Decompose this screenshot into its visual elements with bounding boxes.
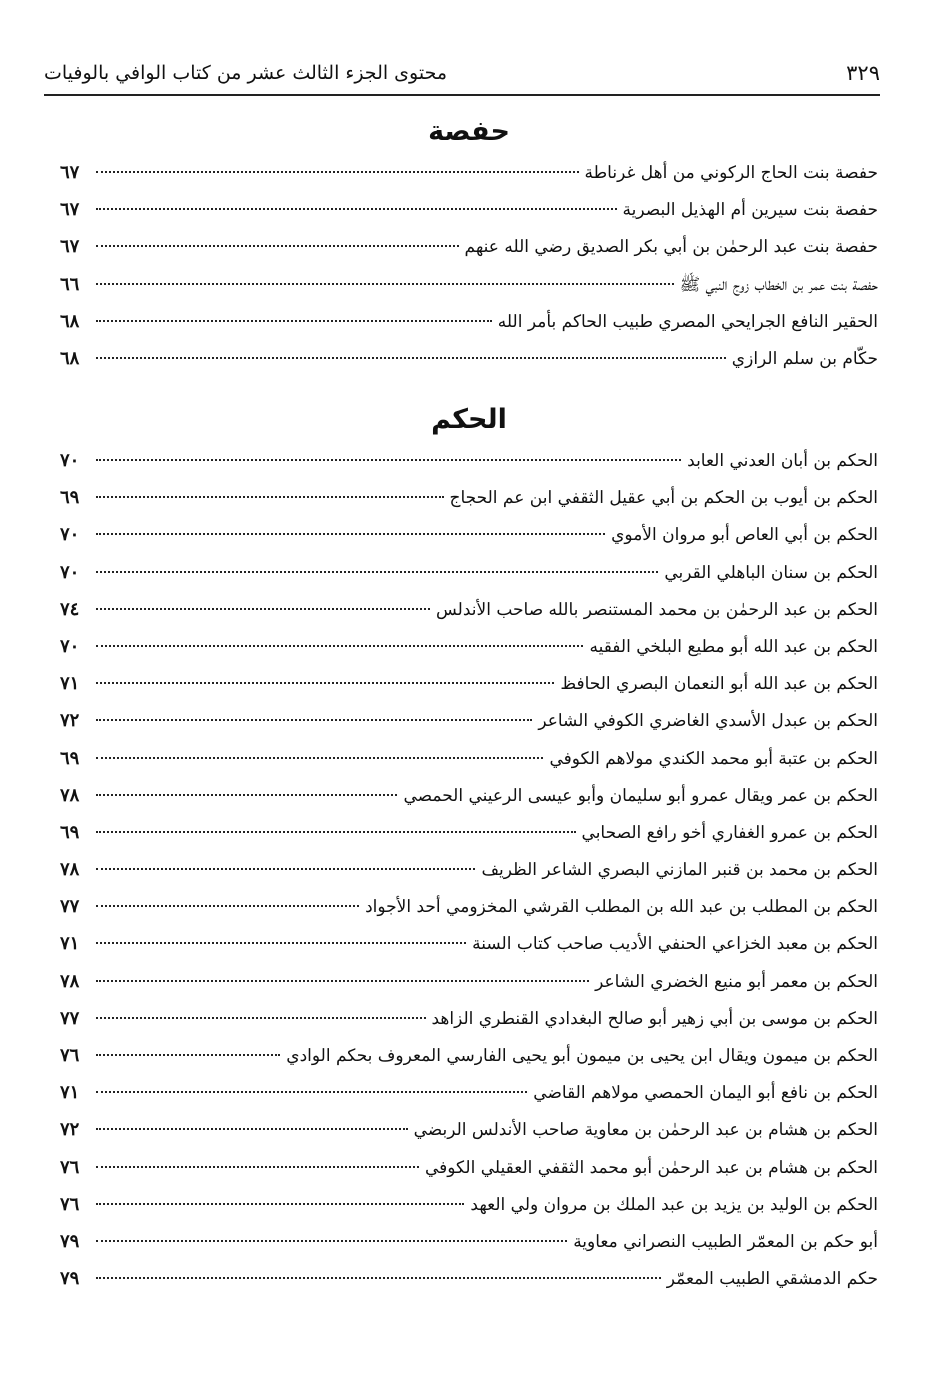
dot-leader xyxy=(96,1091,527,1093)
toc-entry xyxy=(60,554,878,591)
entry-name: الحقير النافع الجرايحي المصري طبيب الحاكم بأمر الله xyxy=(497,311,878,332)
toc-entry xyxy=(60,591,878,628)
entry-page-number: ٧١ xyxy=(60,933,80,955)
dot-leader xyxy=(96,794,397,796)
dot-leader xyxy=(96,1166,419,1168)
dot-leader xyxy=(96,757,543,759)
toc-entry xyxy=(60,814,878,851)
running-header-title: محتوى الجزء الثالث عشر من كتاب الوافي بالوفيات xyxy=(44,62,448,84)
entry-page-number: ٧٨ xyxy=(60,970,80,992)
toc-entry xyxy=(60,191,878,228)
dot-leader xyxy=(96,496,444,498)
dot-leader xyxy=(96,942,466,944)
entry-page-number: ٦٧ xyxy=(60,199,80,221)
toc-entry xyxy=(60,1260,878,1297)
dot-leader xyxy=(96,719,532,721)
entry-name: الحكم بن أيوب بن الحكم بن أبي عقيل الثقفي ابن عم الحجاج xyxy=(449,488,878,509)
entry-name: الحكم بن عبد الله أبو مطيع البلخي الفقيه xyxy=(589,636,878,657)
entry-page-number: ٧٠ xyxy=(60,561,80,583)
entry-page-number: ٧٤ xyxy=(60,598,80,620)
toc-entry xyxy=(60,702,878,739)
entry-name: الحكم بن هشام بن عبد الرحمٰن بن معاوية صاحب الأندلس الربضي xyxy=(413,1120,878,1141)
entry-page-number: ٧٢ xyxy=(60,710,80,732)
toc-entry xyxy=(60,516,878,553)
dot-leader xyxy=(96,1240,567,1242)
entry-page-number: ٧٦ xyxy=(60,1156,80,1178)
entry-list xyxy=(60,442,878,1297)
entry-name: الحكم بن الوليد بن يزيد بن عبد الملك بن مروان ولي العهد xyxy=(470,1194,878,1215)
dot-leader xyxy=(96,208,617,210)
entry-page-number: ٧٧ xyxy=(60,1007,80,1029)
dot-leader xyxy=(96,980,589,982)
dot-leader xyxy=(96,459,681,461)
toc-entry xyxy=(60,665,878,702)
entry-page-number: ٦٩ xyxy=(60,487,80,509)
entry-page-number: ٧٠ xyxy=(60,524,80,546)
entry-name: الحكم بن المطلب بن عبد الله بن المطلب القرشي المخزومي أحد الأجواد xyxy=(365,897,878,918)
entry-name: الحكم بن عمرو الغفاري أخو رافع الصحابي xyxy=(581,822,878,843)
dot-leader xyxy=(96,1054,280,1056)
entry-page-number: ٦٨ xyxy=(60,347,80,369)
toc-entry xyxy=(60,777,878,814)
section-title: حفصة xyxy=(428,116,510,147)
section-hafsa xyxy=(60,110,878,377)
entry-name: حفصة بنت الحاج الركوني من أهل غرناطة xyxy=(584,163,878,183)
toc-entry xyxy=(60,740,878,777)
entry-name: الحكم بن ميمون ويقال ابن يحيى بن ميمون أبو يحيى الفارسي المعروف بحكم الوادي xyxy=(286,1046,878,1066)
dot-leader xyxy=(96,1128,408,1130)
entry-page-number: ٧٧ xyxy=(60,896,80,918)
dot-leader xyxy=(96,245,459,247)
entry-page-number: ٦٨ xyxy=(60,310,80,332)
entry-page-number: ٧١ xyxy=(60,673,80,695)
dot-leader xyxy=(96,868,475,870)
dot-leader xyxy=(96,1017,426,1019)
entry-name: الحكم بن معبد الخزاعي الحنفي الأديب صاحب كتاب السنة xyxy=(472,934,878,955)
dot-leader xyxy=(96,283,674,285)
toc-entry xyxy=(60,1223,878,1260)
dot-leader xyxy=(96,171,579,173)
entry-name: الحكم بن معمر أبو منيع الخضري الشاعر xyxy=(595,971,878,992)
toc-entry xyxy=(60,154,878,191)
entry-page-number: ٧٠ xyxy=(60,450,80,471)
entry-page-number: ٧١ xyxy=(60,1082,80,1104)
entry-name: الحكم بن أبي العاص أبو مروان الأموي xyxy=(611,525,878,546)
toc-entry xyxy=(60,266,878,303)
entry-name: حفصة بنت عمر بن الخطاب زوج النبي ﷺ xyxy=(679,274,878,295)
section-title: الحكم xyxy=(431,404,507,435)
dot-leader xyxy=(96,533,605,535)
entry-name: الحكم بن أبان العدني العابد xyxy=(687,451,878,471)
entry-name: الحكم بن سنان الباهلي القربي xyxy=(664,562,878,583)
entry-name: الحكم بن عبد الرحمٰن بن محمد المستنصر بالله صاحب الأندلس xyxy=(436,599,878,620)
toc-entry xyxy=(60,963,878,1000)
running-header xyxy=(44,52,880,96)
toc-entry xyxy=(60,925,878,962)
entry-name: الحكم بن محمد بن قنبر المازني البصري الشاعر الظريف xyxy=(481,860,878,881)
toc-entry xyxy=(60,303,878,340)
toc-entry xyxy=(60,479,878,516)
entry-name: الحكم بن عمر ويقال عمرو أبو سليمان وأبو عيسى الرعيني الحمصي xyxy=(403,785,878,806)
entry-page-number: ٦٩ xyxy=(60,821,80,843)
toc-entry xyxy=(60,228,878,265)
dot-leader xyxy=(96,905,359,907)
entry-name: الحكم بن موسى بن أبي زهير أبو صالح البغدادي القنطري الزاهد xyxy=(431,1008,878,1029)
page-number: ٣٢٩ xyxy=(846,61,880,85)
entry-name: حكّام بن سلم الرازي xyxy=(731,348,878,369)
toc-entry xyxy=(60,1149,878,1186)
dot-leader xyxy=(96,1203,464,1205)
entry-list xyxy=(60,154,878,377)
entry-name: الحكم بن عبدل الأسدي الغاضري الكوفي الشاعر xyxy=(538,711,878,732)
section-alhakam xyxy=(60,398,878,1297)
toc-entry xyxy=(60,888,878,925)
entry-name: الحكم بن هشام بن عبد الرحمٰن أبو محمد الثقفي العقيلي الكوفي xyxy=(424,1157,878,1178)
entry-page-number: ٧٦ xyxy=(60,1045,80,1066)
entry-page-number: ٦٧ xyxy=(60,162,80,183)
dot-leader xyxy=(96,571,658,573)
entry-page-number: ٧٨ xyxy=(60,784,80,806)
entry-page-number: ٧٦ xyxy=(60,1193,80,1215)
toc-entry xyxy=(60,1111,878,1148)
toc-entry xyxy=(60,851,878,888)
entry-page-number: ٦٦ xyxy=(60,273,80,295)
entry-name: الحكم بن عتبة أبو محمد الكندي مولاهم الكوفي xyxy=(549,748,878,769)
toc-entry xyxy=(60,1037,878,1074)
entry-name: حكم الدمشقي الطبيب المعمّر xyxy=(666,1269,878,1290)
dot-leader xyxy=(96,831,576,833)
entry-page-number: ٦٧ xyxy=(60,236,80,258)
toc-entry xyxy=(60,1186,878,1223)
entry-page-number: ٧٨ xyxy=(60,859,80,881)
toc-entry xyxy=(60,1000,878,1037)
dot-leader xyxy=(96,320,492,322)
entry-name: أبو حكم بن المعمّر الطبيب النصراني معاوية xyxy=(573,1231,878,1252)
toc-entry xyxy=(60,1074,878,1111)
dot-leader xyxy=(96,682,554,684)
entry-page-number: ٦٩ xyxy=(60,747,80,769)
entry-page-number: ٧٩ xyxy=(60,1268,80,1290)
dot-leader xyxy=(96,1277,661,1279)
entry-name: حفصة بنت عبد الرحمٰن بن أبي بكر الصديق رضي الله عنهم xyxy=(464,237,878,258)
entry-name: الحكم بن نافع أبو اليمان الحمصي مولاهم القاضي xyxy=(533,1083,878,1104)
dot-leader xyxy=(96,357,726,359)
toc-entry xyxy=(60,340,878,377)
dot-leader xyxy=(96,608,430,610)
toc-entry xyxy=(60,628,878,665)
dot-leader xyxy=(96,645,583,647)
entry-name: حفصة بنت سيرين أم الهذيل البصرية xyxy=(622,200,878,221)
entry-name: الحكم بن عبد الله أبو النعمان البصري الحافظ xyxy=(560,674,878,695)
toc-entry xyxy=(60,442,878,479)
entry-page-number: ٧٩ xyxy=(60,1230,80,1252)
entry-page-number: ٧٠ xyxy=(60,635,80,657)
entry-page-number: ٧٢ xyxy=(60,1119,80,1141)
